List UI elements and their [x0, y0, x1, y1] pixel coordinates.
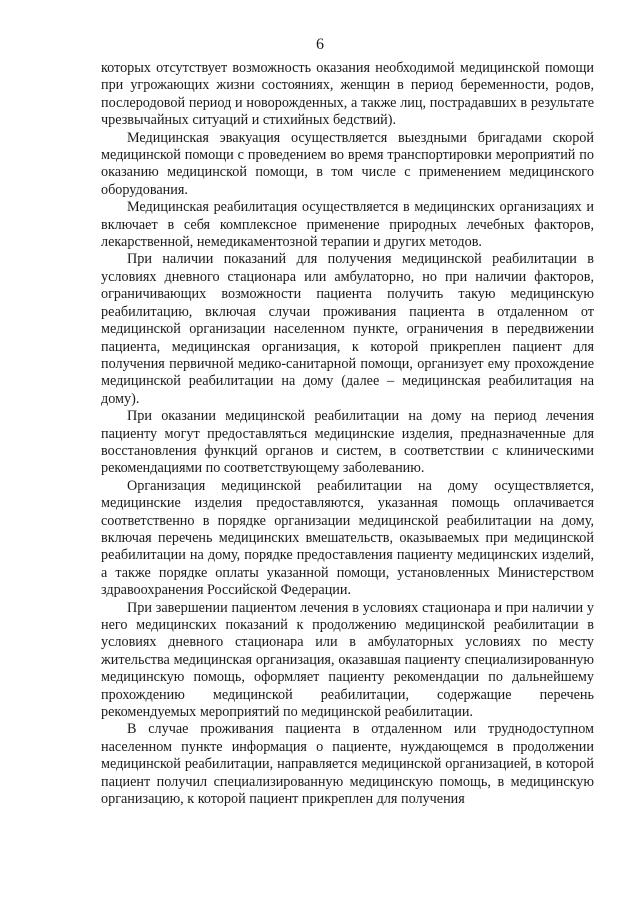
page-number: 6 [316, 36, 324, 53]
paragraph-continuation: которых отсутствует возможность оказания необходимой медицинской помощи при угрожающих жизни состояниях, женщин в период беременности, родов, послеродовой период и новорожденных, а также лиц, пострадавших в результате чрезвычайных ситуаций и стихийных бедствий). [101, 60, 594, 129]
paragraph-medical-rehabilitation: Медицинская реабилитация осуществляется в медицинских организациях и включает в себя комплексное применение природных лечебных факторов, лекарственной, немедикаментозной терапии и других методов. [101, 199, 594, 251]
paragraph-medical-evacuation: Медицинская эвакуация осуществляется выездными бригадами скорой медицинской помощи с проведением во время транспортировки мероприятий по оказанию медицинской помощи, в том числе с применением медицинского оборудования. [101, 129, 594, 198]
paragraph-medical-devices: При оказании медицинской реабилитации на дому на период лечения пациенту могут предоставляться медицинские изделия, предназначенные для восстановления функций органов и систем, в соответствии с клиническими рекомендациями по соответствующему заболеванию. [101, 408, 594, 477]
paragraph-home-rehabilitation: При наличии показаний для получения медицинской реабилитации в условиях дневного стационара или амбулаторно, но при наличии факторов, ограничивающих возможности пациента получить такую медицинскую реабилитацию, включая случаи проживания пациента в отдаленном от медицинской организации населенном пункте, ограничения в передвижении пациента, медицинская организация, к которой прикреплен пациент для получения первичной медико-санитарной помощи, организует ему прохождение медицинской реабилитации на дому (далее – медицинская реабилитация на дому). [101, 251, 594, 407]
paragraph-after-inpatient: При завершении пациентом лечения в условиях стационара и при наличии у него медицинских показаний к продолжению медицинской реабилитации в условиях дневного стационара или в амбулаторных условиях по месту жительства медицинская организация, оказавшая пациенту специализированную медицинскую помощь, оформляет пациенту рекомендации по дальнейшему прохождению медицинской реабилитации, содержащие перечень рекомендуемых мероприятий по медицинской реабилитации. [101, 599, 594, 721]
paragraph-remote-settlement: В случае проживания пациента в отдаленном или труднодоступном населенном пункте информация о пациенте, нуждающемся в продолжении медицинской реабилитации, направляется медицинской организацией, в которой пациент получил специализированную медицинскую помощь, в медицинскую организацию, к которой пациент прикреплен для получения [101, 721, 594, 808]
paragraph-organization: Организация медицинской реабилитации на дому осуществляется, медицинские изделия предоставляются, указанная помощь оплачивается соответственно в порядке организации медицинской реабилитации на дому, включая перечень медицинских вмешательств, оказываемых при медицинской реабилитации на дому, порядке предоставления пациенту медицинских изделий, а также порядке оплаты указанной помощи, установленных Министерством здравоохранения Российской Федерации. [101, 477, 594, 599]
document-body [101, 60, 594, 808]
